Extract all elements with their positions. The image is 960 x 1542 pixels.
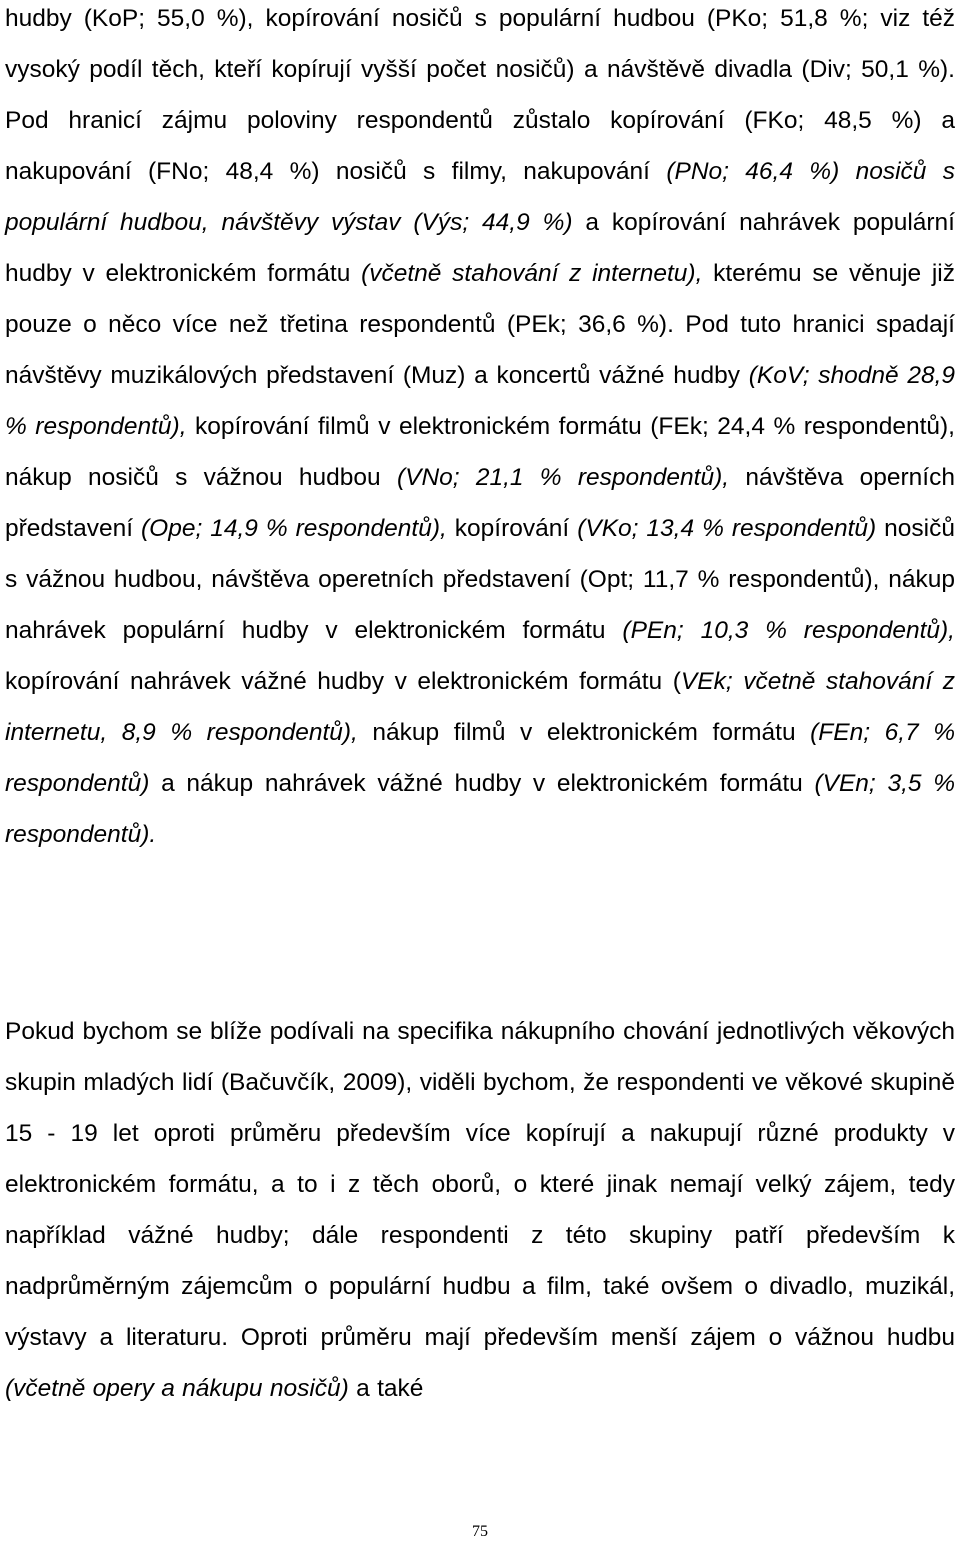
text-segment-italic: (VNo; 21,1 % respondentů), [396,464,730,491]
text-segment: kterému se věnuje již pouze o něco více než třetina respondentů (PEk; 36,6 %). Pod tuto hranici spadají návštěvy muzikálových představení (Muz) a koncertů vážné hudby [5,260,955,389]
text-segment: kopírování nahrávek vážné hudby v elektronickém formátu ( [5,668,681,695]
text-segment: kopírování filmů v elektronickém formátu (FEk; 24,4 % respondentů), nákup nosičů s vážnou hudbou [5,413,955,491]
text-segment: a kopírování nahrávek populární hudby v elektronickém formátu [5,209,955,287]
text-segment-italic: (KoV; shodně 28,9 % respondentů), [5,362,955,440]
text-segment-italic: (FEn; 6,7 % respondentů) [5,719,955,797]
text-segment: nákup filmů v elektronickém formátu [357,719,811,746]
text-segment: návštěva operních představení [5,464,955,542]
text-segment-italic: (PEn; 10,3 % respondentů), [622,617,955,644]
text-segment: kopírování [446,515,578,542]
text-segment: Pokud bychom se blíže podívali na specifika nákupního chování jednotlivých věkových skupin mladých lidí (Bačuvčík, 2009), viděli bychom, že respondenti ve věkové skupině 15 - 19 let oproti průměru především více kopírují a nakupují různé produkty v elektronickém formátu, a to i z těch oborů, o které jinak nemají velký zájem, tedy například vážné hudby; dále respondenti z této skupiny patří především k nadprůměrným zájemcům o populární hudbu a film, také ovšem o divadlo, muzikál, výstavy a literaturu. Oproti průměru mají především menší zájem o vážnou hudbu [5,1018,955,1351]
text-segment: a také [348,1375,424,1402]
text-segment: hudby (KoP; 55,0 %), kopírování nosičů s populární hudbou (PKo; 51,8 %; viz též vysoký podíl těch, kteří kopírují vyšší počet nosičů) a návštěvě divadla (Div; 50,1 %). Pod hranicí zájmu poloviny respondentů zůstalo kopírování (FKo; 48,5 %) a nakupování (FNo; 48,4 %) nosičů s filmy, nakupování [5,5,955,185]
text-segment: nosičů s vážnou hudbou, návštěva operetních představení (Opt; 11,7 % respondentů), nákup nahrávek populární hudby v elektronickém formátu [5,515,956,644]
text-segment-italic: (VEn; 3,5 % respondentů). [5,770,955,848]
text-segment-italic: (Ope; 14,9 % respondentů), [141,515,447,542]
paragraph-1 [5,0,955,860]
text-segment-italic: (VKo; 13,4 % respondentů) [577,515,877,542]
text-segment-italic: (včetně stahování z internetu), [361,260,703,287]
page-number: 75 [472,1523,488,1540]
text-segment-italic: (včetně opery a nákupu nosičů) [5,1375,349,1402]
text-segment: a nákup nahrávek vážné hudby v elektronickém formátu [149,770,815,797]
text-segment-italic: (PNo; 46,4 %) nosičů s populární hudbou, návštěvy výstav (Výs; 44,9 %) [5,158,955,236]
text-segment-italic: VEk; včetně stahování z internetu, 8,9 % respondentů), [5,668,956,746]
paragraph-2 [5,1006,955,1414]
